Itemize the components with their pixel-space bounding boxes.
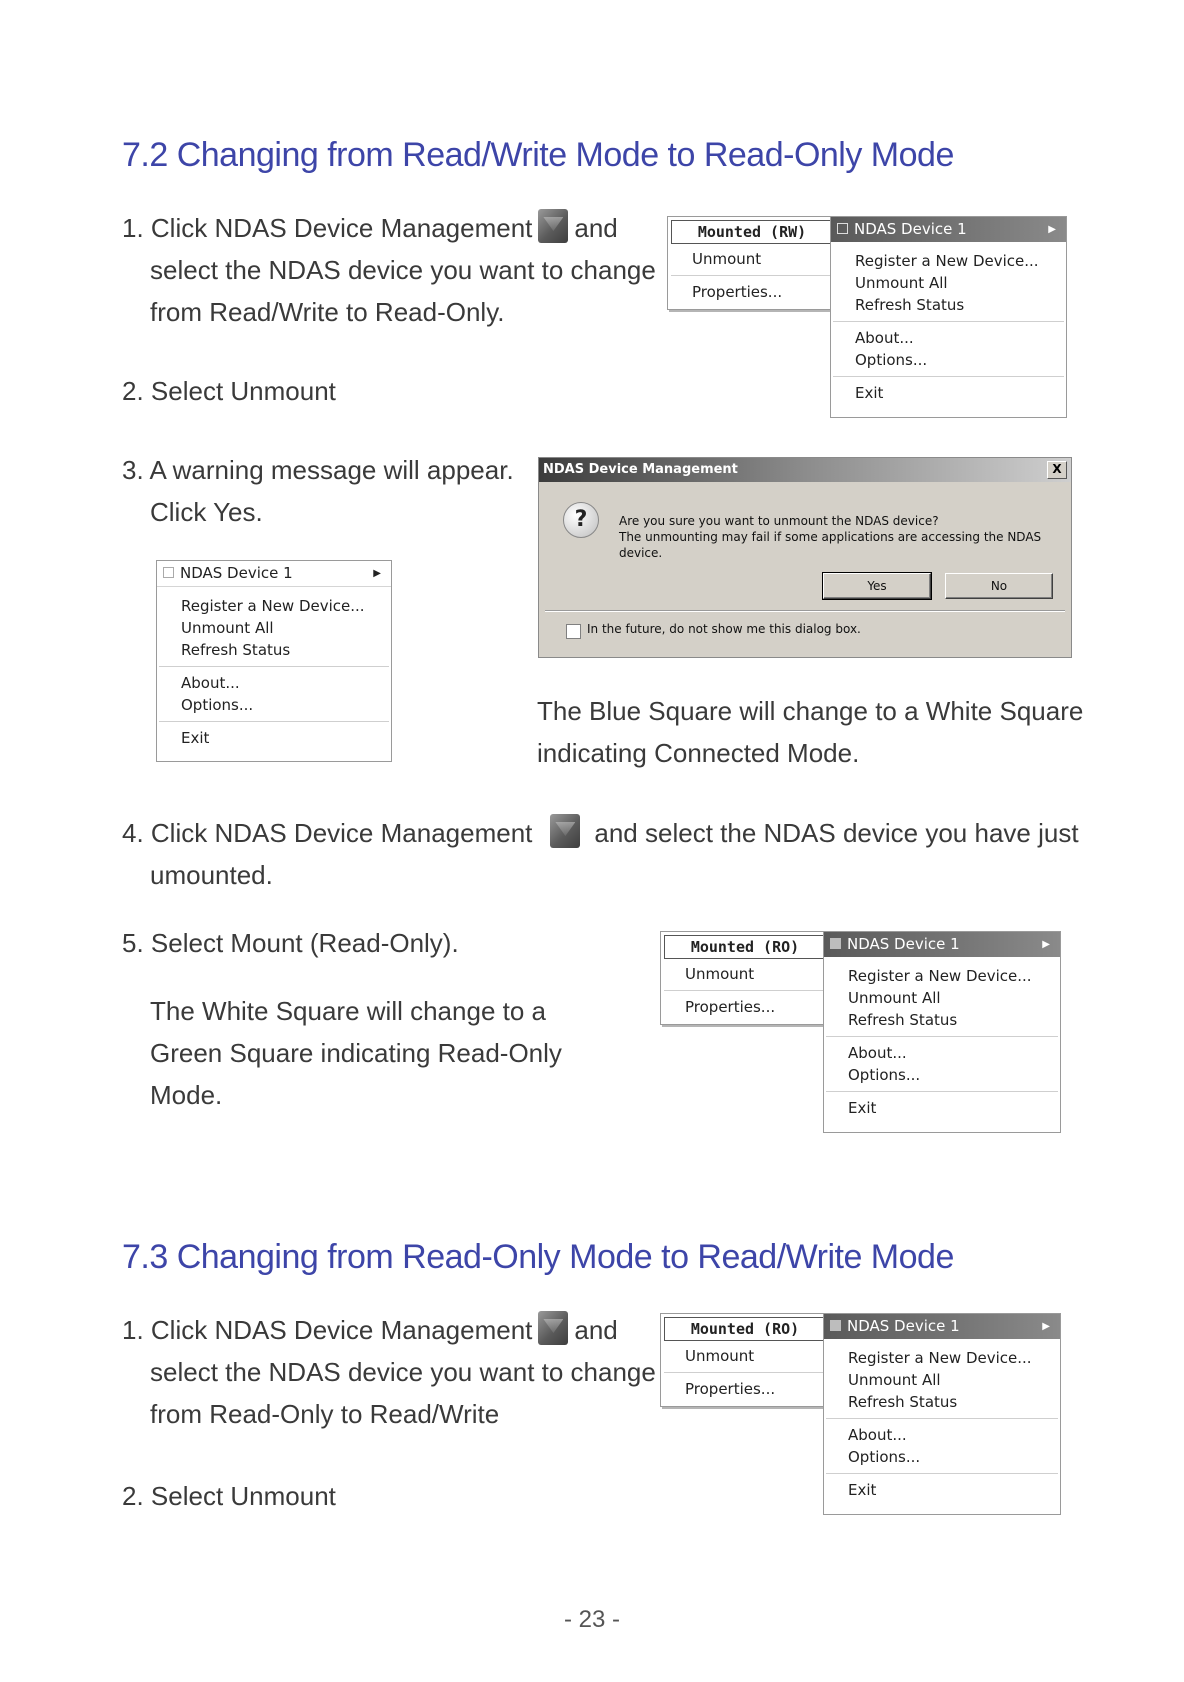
dialog-divider xyxy=(545,610,1065,612)
dialog-title: NDAS Device Management X xyxy=(539,458,1071,482)
no-button[interactable]: No xyxy=(945,573,1053,599)
step-3-line-a: 3. A warning message will appear. xyxy=(122,455,514,485)
step-1-line-c: from Read/Write to Read-Only. xyxy=(150,297,505,327)
unmount-warning-dialog xyxy=(538,457,1072,658)
step-1-text-7-3 xyxy=(122,1309,656,1435)
exit-item[interactable]: Exit xyxy=(181,729,210,747)
menu-divider xyxy=(833,321,1064,322)
step-1-line-a: 1. Click NDAS Device Management xyxy=(122,213,533,243)
properties-item[interactable]: Properties... xyxy=(692,283,783,301)
step-4-line-a: 4. Click NDAS Device Management xyxy=(122,818,533,848)
unmount-item[interactable]: Unmount xyxy=(685,965,755,983)
about-item[interactable]: About... xyxy=(855,329,914,347)
step-3-text xyxy=(122,449,514,533)
tray-menu xyxy=(823,1313,1061,1515)
about-item[interactable]: About... xyxy=(181,674,240,692)
menu-divider xyxy=(826,1473,1058,1474)
register-item[interactable]: Register a New Device... xyxy=(848,967,1032,985)
step-4-line-b: and select the NDAS device you have just xyxy=(594,818,1079,848)
tray-menu xyxy=(830,216,1067,418)
white-square-note: The White Square will change to a Green Square indicating Read-Only Mode. xyxy=(150,996,562,1110)
about-item[interactable]: About... xyxy=(848,1044,907,1062)
refresh-item[interactable]: Refresh Status xyxy=(848,1011,958,1029)
green-square-icon xyxy=(830,938,841,949)
step-1-line-a: 1. Click NDAS Device Management xyxy=(122,1315,533,1345)
ndas-management-icon xyxy=(550,814,580,848)
step-1-and: and xyxy=(574,213,618,243)
register-item[interactable]: Register a New Device... xyxy=(181,597,365,615)
ndas-management-icon xyxy=(538,209,568,243)
tray-menu xyxy=(823,931,1061,1133)
submenu-arrow-icon: ▶ xyxy=(1042,1321,1050,1332)
submenu-arrow-icon: ▶ xyxy=(373,568,381,579)
unmount-item[interactable]: Unmount xyxy=(692,250,762,268)
yes-button[interactable]: Yes xyxy=(823,573,931,599)
mounted-ro-item[interactable]: Mounted (RO) xyxy=(664,935,826,959)
options-item[interactable]: Options... xyxy=(848,1448,921,1466)
step-1-line-c: from Read-Only to Read/Write xyxy=(150,1399,500,1429)
section-heading-7-2: 7.2 Changing from Read/Write Mode to Read-Only Mode xyxy=(122,136,954,174)
device-menu-header[interactable]: NDAS Device 1 ▶ xyxy=(824,932,1060,957)
options-item[interactable]: Options... xyxy=(181,696,254,714)
green-square-icon xyxy=(830,1320,841,1331)
unmount-all-item[interactable]: Unmount All xyxy=(855,274,948,292)
submenu-arrow-icon: ▶ xyxy=(1048,224,1056,235)
tray-menu-connected xyxy=(156,560,392,762)
exit-item[interactable]: Exit xyxy=(855,384,884,402)
register-item[interactable]: Register a New Device... xyxy=(855,252,1039,270)
options-item[interactable]: Options... xyxy=(848,1066,921,1084)
device-menu-header[interactable]: NDAS Device 1 ▶ xyxy=(157,561,391,587)
properties-item[interactable]: Properties... xyxy=(685,1380,776,1398)
step-2-text-7-3: 2. Select Unmount xyxy=(122,1481,336,1511)
step-4-line-c: umounted. xyxy=(150,860,273,890)
step-1-line-b: select the NDAS device you want to change xyxy=(150,255,656,285)
step-1-text xyxy=(122,207,656,333)
dialog-message: Are you sure you want to unmount the NDAS device? The unmounting may fail if some applications are accessing the NDAS device. xyxy=(619,514,1042,560)
white-square-icon xyxy=(163,567,174,578)
step-3-line-b: Click Yes. xyxy=(150,497,263,527)
options-item[interactable]: Options... xyxy=(855,351,928,369)
unmount-all-item[interactable]: Unmount All xyxy=(848,1371,941,1389)
properties-item[interactable]: Properties... xyxy=(685,998,776,1016)
exit-item[interactable]: Exit xyxy=(848,1481,877,1499)
unmount-all-item[interactable]: Unmount All xyxy=(181,619,274,637)
submenu-arrow-icon: ▶ xyxy=(1042,939,1050,950)
device-menu-header[interactable]: NDAS Device 1 ▶ xyxy=(824,1314,1060,1339)
blue-square-note: The Blue Square will change to a White Square indicating Connected Mode. xyxy=(537,696,1084,768)
step-5-text: 5. Select Mount (Read-Only). xyxy=(122,928,459,958)
unmount-all-item[interactable]: Unmount All xyxy=(848,989,941,1007)
refresh-item[interactable]: Refresh Status xyxy=(855,296,965,314)
dont-show-label: In the future, do not show me this dialog box. xyxy=(587,622,861,636)
question-icon: ? xyxy=(563,502,599,538)
menu-divider xyxy=(833,376,1064,377)
mounted-rw-item[interactable]: Mounted (RW) xyxy=(671,220,833,244)
menu-divider xyxy=(671,275,833,276)
refresh-item[interactable]: Refresh Status xyxy=(848,1393,958,1411)
ndas-management-icon xyxy=(538,1311,568,1345)
menu-divider xyxy=(664,1372,826,1373)
step-4-text xyxy=(122,812,1079,896)
step-1-and: and xyxy=(574,1315,618,1345)
step-1-line-b: select the NDAS device you want to change xyxy=(150,1357,656,1387)
menu-divider xyxy=(826,1091,1058,1092)
device-submenu-rw xyxy=(667,216,837,310)
device-submenu-ro xyxy=(660,931,830,1025)
menu-divider xyxy=(159,666,389,667)
device-submenu-ro xyxy=(660,1313,830,1407)
menu-divider xyxy=(826,1418,1058,1419)
step-2-text: 2. Select Unmount xyxy=(122,376,336,406)
menu-divider xyxy=(664,990,826,991)
register-item[interactable]: Register a New Device... xyxy=(848,1349,1032,1367)
about-item[interactable]: About... xyxy=(848,1426,907,1444)
menu-divider xyxy=(826,1036,1058,1037)
exit-item[interactable]: Exit xyxy=(848,1099,877,1117)
unmount-item[interactable]: Unmount xyxy=(685,1347,755,1365)
white-square-icon xyxy=(837,223,848,234)
refresh-item[interactable]: Refresh Status xyxy=(181,641,291,659)
menu-divider xyxy=(159,721,389,722)
close-icon[interactable]: X xyxy=(1047,461,1067,479)
mounted-ro-item[interactable]: Mounted (RO) xyxy=(664,1317,826,1341)
device-menu-header[interactable]: NDAS Device 1 ▶ xyxy=(831,217,1066,242)
page-number: - 23 - xyxy=(563,1606,620,1633)
dont-show-checkbox[interactable] xyxy=(566,624,581,639)
section-heading-7-3: 7.3 Changing from Read-Only Mode to Read/Write Mode xyxy=(122,1238,954,1276)
